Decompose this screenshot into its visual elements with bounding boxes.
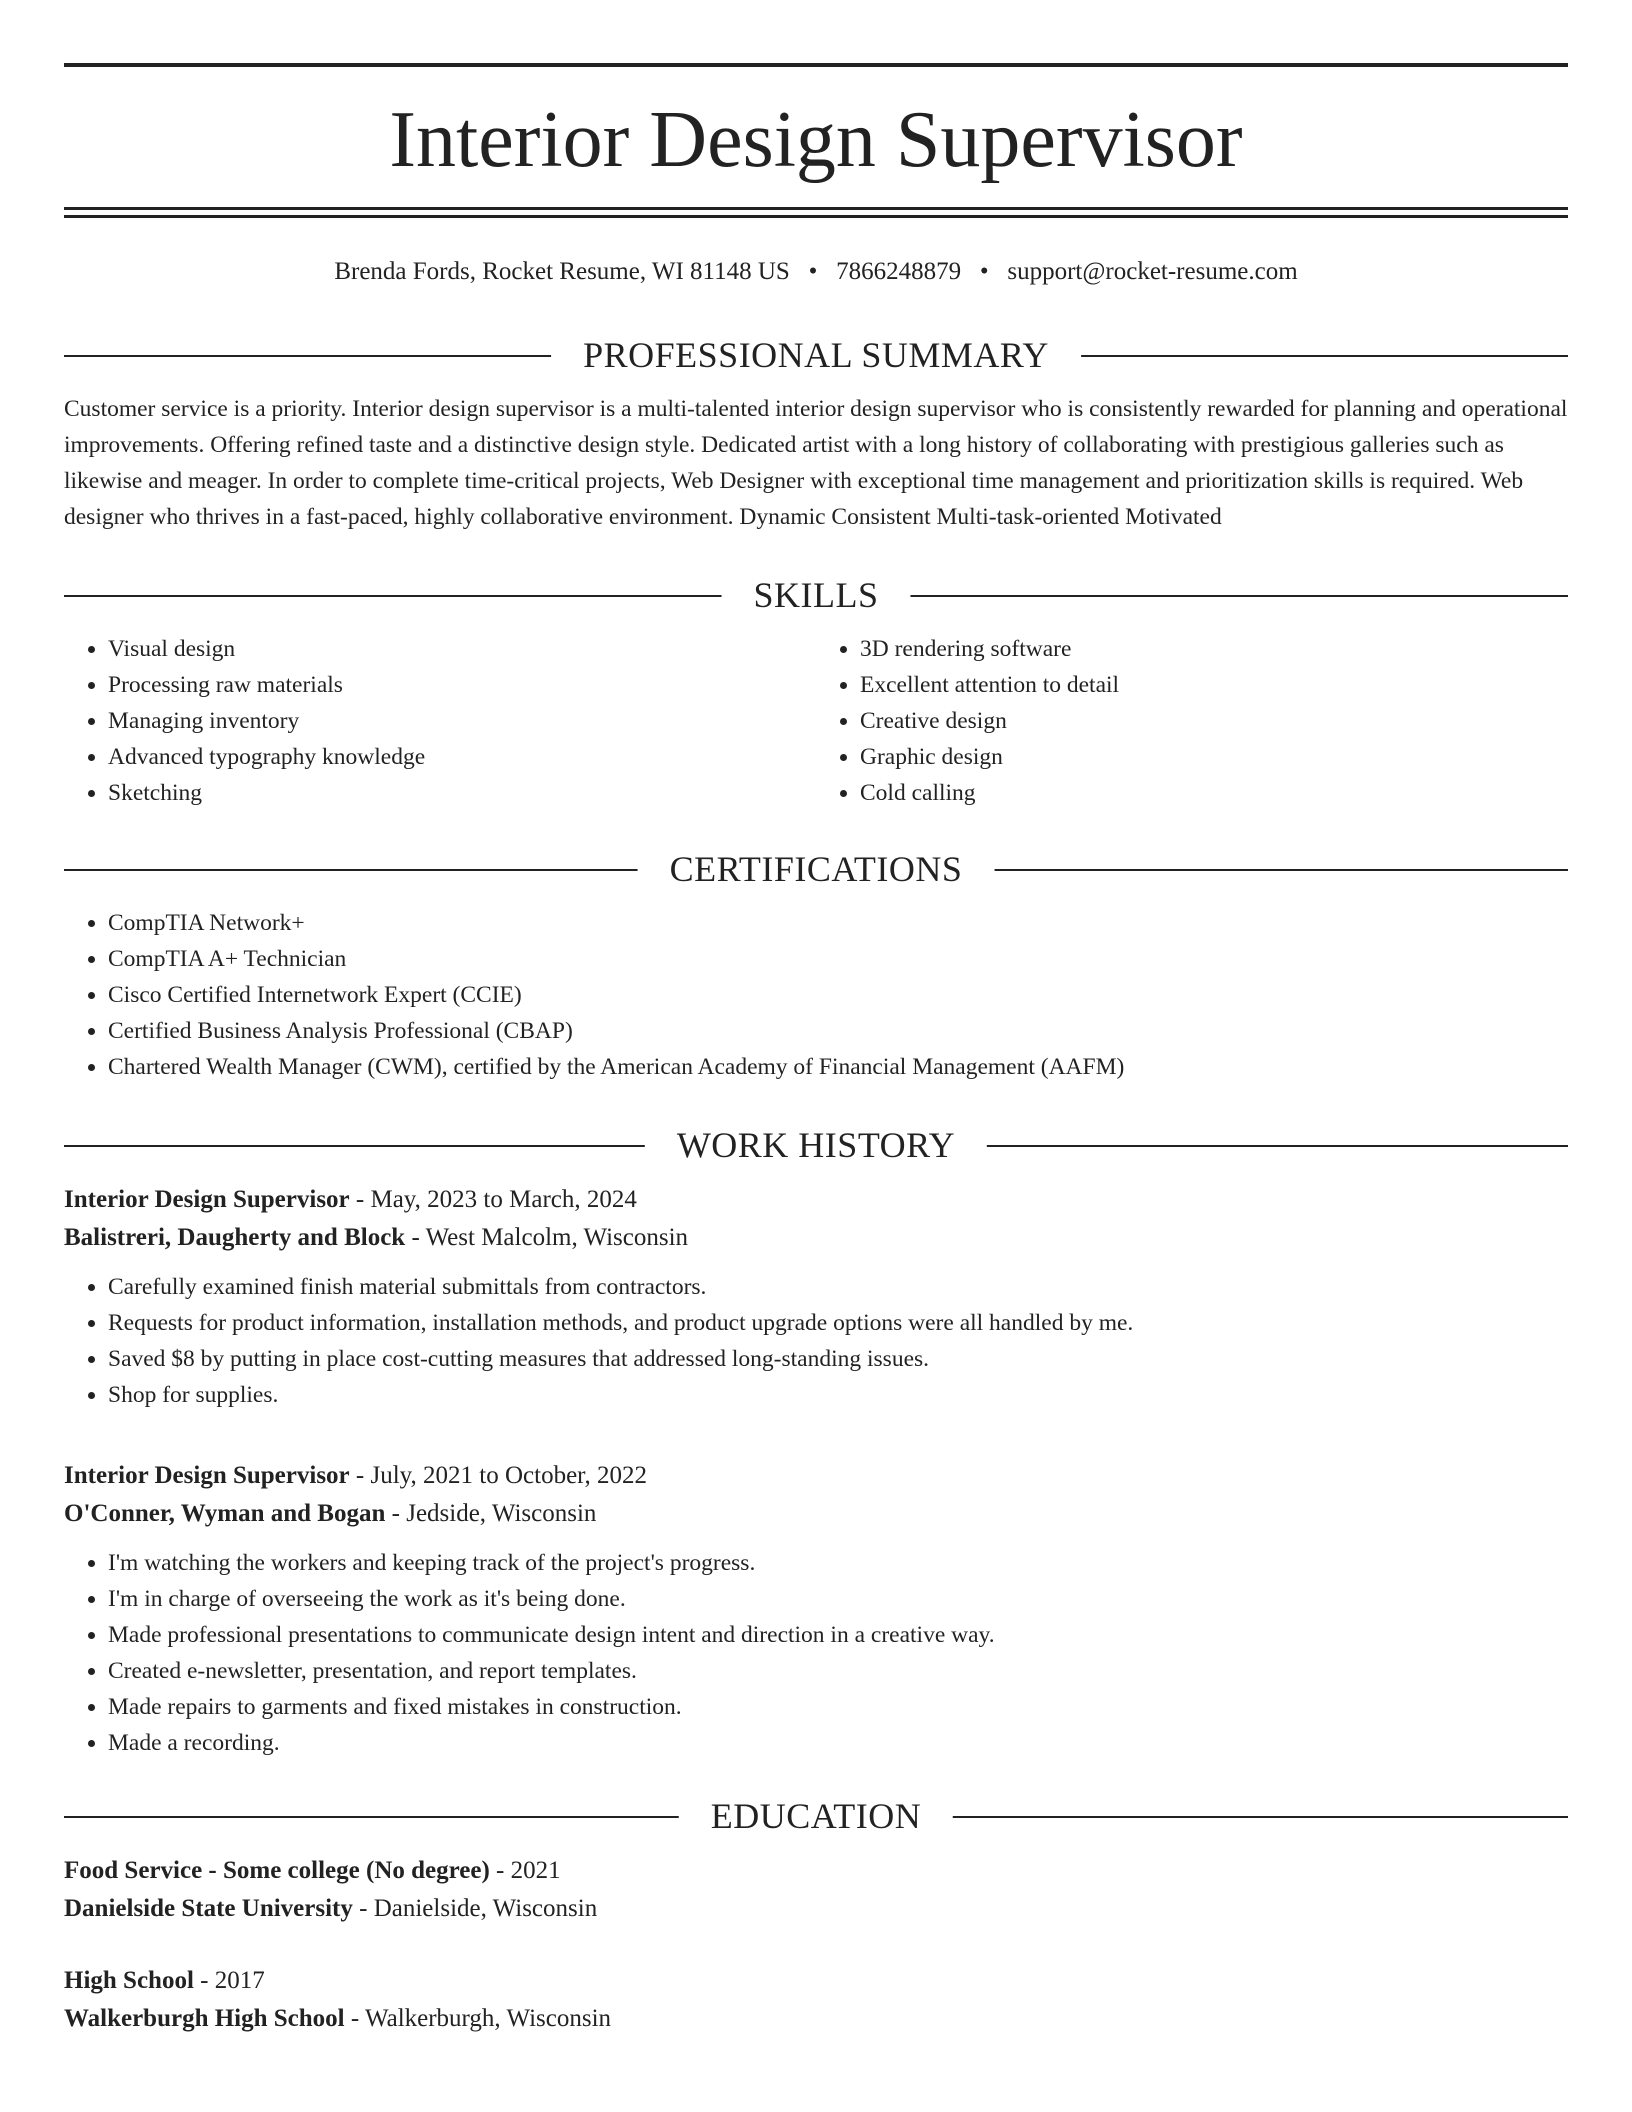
education-degree: Food Service - Some college (No degree) [64,1857,490,1884]
job-title-line [64,1457,1568,1495]
section-heading [64,1794,1568,1838]
section-heading [64,1123,1568,1167]
job-title-line [64,1181,1568,1219]
job-title: Interior Design Supervisor [64,1186,350,1213]
skill-item: • Sketching [108,775,816,811]
skills-list-right [816,631,1568,811]
certification-item: • Chartered Wealth Manager (CWM), certified by the American Academy of Financial Management (AAFM) [108,1049,1568,1085]
certification-item: • Cisco Certified Internetwork Expert (CCIE) [108,977,1568,1013]
skill-item: • Excellent attention to detail [860,667,1568,703]
skills-list-left [64,631,816,811]
contact-separator: • [979,258,989,285]
contact-separator: • [808,258,818,285]
certifications-section [64,847,1568,1085]
work-history-heading: WORK HISTORY [645,1123,987,1167]
education-school-line [64,2000,1568,2038]
job-bullet: • Saved $8 by putting in place cost-cutting measures that addressed long-standing issues. [108,1341,1568,1377]
education-heading: EDUCATION [679,1794,953,1838]
job-bullet: • Made professional presentations to communicate design intent and direction in a creative way. [108,1617,1568,1653]
job-company-line [64,1219,1568,1257]
contact-email: support@rocket-resume.com [1007,258,1298,285]
skill-item: • Managing inventory [108,703,816,739]
job-bullet: • I'm in charge of overseeing the work as it's being done. [108,1581,1568,1617]
contact-phone: 7866248879 [836,258,962,285]
summary-section [64,333,1568,535]
skill-item: • Visual design [108,631,816,667]
job-bullet: • Created e-newsletter, presentation, and report templates. [108,1653,1568,1689]
education-location: - Walkerburgh, Wisconsin [344,2005,612,2032]
skill-item: • Cold calling [860,775,1568,811]
skill-item: • 3D rendering software [860,631,1568,667]
summary-text: Customer service is a priority. Interior design supervisor is a multi-talented interior design supervisor who is consistently rewarded for planning and operational improvements. Offering refined taste and a distinctive design style. Dedicated artist with a long history of collaborating with prestigious galleries such as likewise and meager. In order to complete time-critical projects, Web Designer with exceptional time management and prioritization skills is required. Web designer who thrives in a fast-paced, highly collaborative environment. Dynamic Consistent Multi-task-oriented Motivated [64,396,1568,530]
education-entry [64,1962,1568,2038]
job-location: - Jedside, Wisconsin [385,1500,597,1527]
section-heading [64,333,1568,377]
skills-section [64,573,1568,811]
top-rule [64,63,1568,67]
skill-item: • Processing raw materials [108,667,816,703]
job-dates: - May, 2023 to March, 2024 [349,1186,637,1213]
job-entry [64,1457,1568,1761]
certifications-heading: CERTIFICATIONS [638,847,995,891]
job-bullet: • Shop for supplies. [108,1377,1568,1413]
education-entry [64,1852,1568,1928]
job-bullet: • Requests for product information, installation methods, and product upgrade options were all handled by me. [108,1305,1568,1341]
job-bullets [64,1545,1568,1761]
section-heading [64,847,1568,891]
skills-columns [64,631,1568,811]
job-bullet: • Made a recording. [108,1725,1568,1761]
title-double-rule-lower [64,215,1568,218]
education-year: - 2021 [489,1857,561,1884]
education-location: - Danielside, Wisconsin [352,1895,598,1922]
job-entry [64,1181,1568,1413]
job-bullets [64,1269,1568,1413]
education-section [64,1794,1568,2038]
education-school: Walkerburgh High School [64,2005,345,2032]
education-degree-line [64,1852,1568,1890]
page-title: Interior Design Supervisor [389,96,1243,184]
education-year: - 2017 [193,1967,265,1994]
education-degree-line [64,1962,1568,2000]
job-bullet: • I'm watching the workers and keeping track of the project's progress. [108,1545,1568,1581]
skills-heading: SKILLS [721,573,910,617]
certification-item: • CompTIA Network+ [108,905,1568,941]
job-company-line [64,1495,1568,1533]
certification-item: • Certified Business Analysis Professional (CBAP) [108,1013,1568,1049]
job-company: O'Conner, Wyman and Bogan [64,1500,386,1527]
education-school-line [64,1890,1568,1928]
job-location: - West Malcolm, Wisconsin [405,1224,689,1251]
contact-address: Brenda Fords, Rocket Resume, WI 81148 US [334,258,790,285]
job-bullet: • Carefully examined finish material submittals from contractors. [108,1269,1568,1305]
certifications-list [64,905,1568,1085]
job-bullet: • Made repairs to garments and fixed mistakes in construction. [108,1689,1568,1725]
skill-item: • Creative design [860,703,1568,739]
contact-line [64,254,1568,290]
certification-item: • CompTIA A+ Technician [108,941,1568,977]
skill-item: • Advanced typography knowledge [108,739,816,775]
job-dates: - July, 2021 to October, 2022 [349,1462,647,1489]
skill-item: • Graphic design [860,739,1568,775]
education-school: Danielside State University [64,1895,353,1922]
education-degree: High School [64,1967,194,1994]
title-double-rule-upper [64,207,1568,210]
section-heading [64,573,1568,617]
summary-heading: PROFESSIONAL SUMMARY [551,333,1081,377]
work-history-section [64,1123,1568,1761]
job-title: Interior Design Supervisor [64,1462,350,1489]
job-company: Balistreri, Daugherty and Block [64,1224,406,1251]
